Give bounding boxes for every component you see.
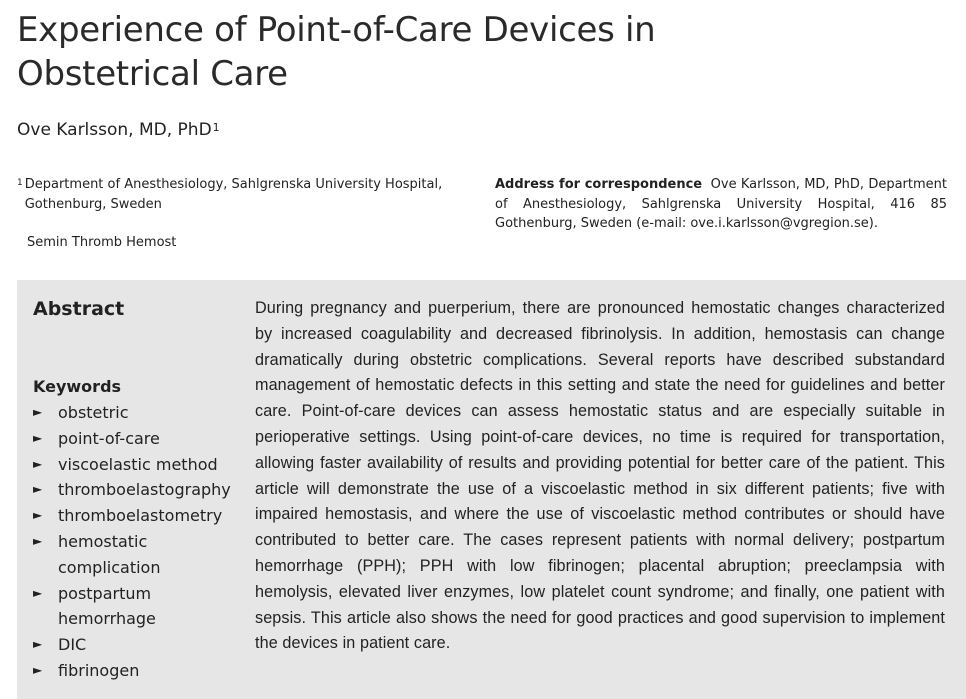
keyword-item [33,477,253,503]
keyword-label: thromboelastometry [58,506,223,526]
correspondence-label: Address for correspondence [495,177,703,192]
keyword-label: viscoelastic method [58,454,218,474]
title-line-1: Experience of Point-of-Care Devices in [17,10,656,50]
article-title [17,8,655,96]
journal-name: Semin Thromb Hemost [27,235,177,250]
keyword-item [33,452,253,478]
keyword-item [33,503,253,529]
bullet-arrow-icon: ► [33,585,43,600]
keywords-heading: Keywords [33,377,122,396]
keyword-label: hemostatic complication [58,531,161,577]
keyword-item [33,529,253,581]
keyword-item [33,658,253,684]
bullet-arrow-icon: ► [33,456,43,471]
correspondence-text: Ove Karlsson, MD, PhD, Department of Anesthesiology, Sahlgrenska University Hospital, 416 85 Gothenburg, Sweden (e-mail: ove.i.karlsson@vgregion.se). [495,177,947,231]
keyword-label: thromboelastography [58,480,231,500]
keyword-item [33,426,253,452]
keywords-list [33,400,253,684]
abstract-text: During pregnancy and puerperium, there are pronounced hemostatic changes characterized by increased coagulability and decreased fibrinolysis. In addition, hemostasis can change dramatically during obstetric complications. Several reports have described substandard management of hemostatic defects in this setting and state the need for guidelines and better care. Point-of-care devices can assess hemostatic status and are especially suitable in perioperative settings. Using point-of-care devices, no time is required for transportation, allowing faster availability of results and providing potential for better care of the patient. This article will demonstrate the use of a viscoelastic method in six different patients; five with impaired hemostasis, and where the use of viscoelastic method contributes or should have contributed to better care. The cases represent patients with normal delivery; postpartum hemorrhage (PPH); PPH with low fibrinogen; placental abruption; preeclampsia with hemolysis, elevated liver enzymes, low platelet count syndrome; and finally, one patient with sepsis. This article also shows the need for good practices and good supervision to implement the devices in patient care. [255,299,945,653]
bullet-arrow-icon: ► [33,430,43,445]
keyword-item [33,400,253,426]
author-line [17,118,220,142]
abstract-heading: Abstract [33,298,125,320]
author-name: Ove Karlsson, MD, PhD [17,120,212,140]
keyword-item [33,581,253,633]
bullet-arrow-icon: ► [33,533,43,548]
keyword-label: obstetric [58,403,129,422]
keyword-label: fibrinogen [58,660,140,680]
abstract-panel [17,280,966,699]
keyword-label: postpartum hemorrhage [58,583,156,629]
keyword-label: point-of-care [58,428,160,448]
affiliation-marker: 1 [17,178,23,188]
bullet-arrow-icon: ► [33,508,43,523]
keyword-label: DIC [58,635,87,655]
bullet-arrow-icon: ► [33,637,43,652]
title-line-2: Obstetrical Care [17,54,288,94]
bullet-arrow-icon: ► [33,405,43,419]
bullet-arrow-icon: ► [33,482,43,497]
affiliation-text: Department of Anesthesiology, Sahlgrenska University Hospital, Gothenburg, Sweden [24,177,443,212]
bullet-arrow-icon: ► [33,662,43,677]
affiliation [17,175,467,214]
author-affiliation-marker: 1 [212,121,220,134]
keyword-item [33,632,253,658]
correspondence-address [495,175,947,234]
